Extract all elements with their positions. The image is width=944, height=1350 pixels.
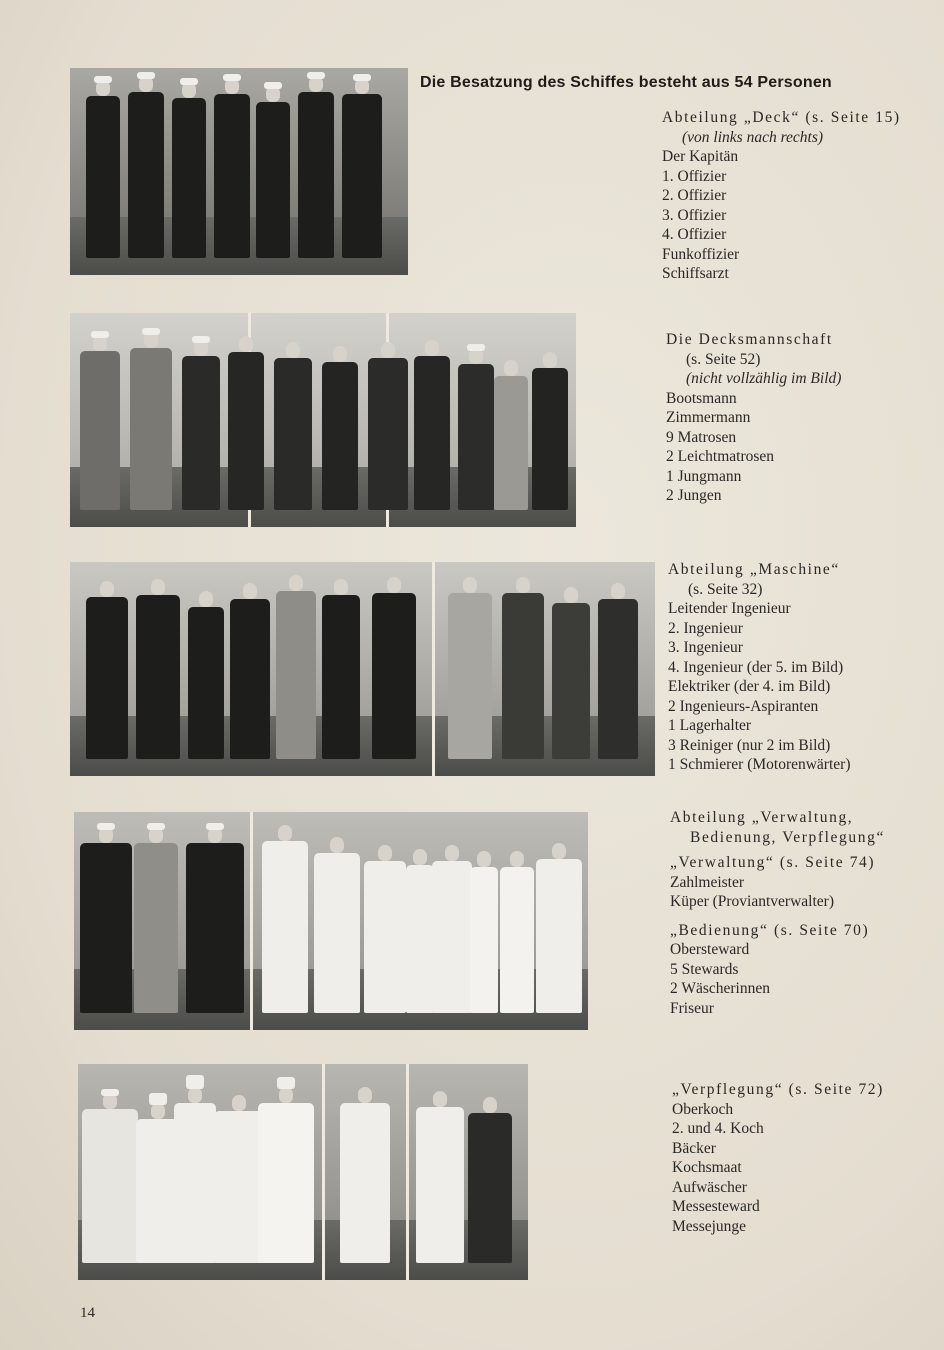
photo-deck-crew (70, 313, 576, 527)
list-item: Zahlmeister (670, 873, 745, 891)
list-item: 2. Offizier (662, 187, 727, 204)
section-title: Bedienung, Verpflegung“ (690, 828, 885, 846)
list-item: Bäcker (672, 1139, 716, 1157)
section-title: Die Decksmannschaft (666, 331, 833, 348)
list-item: Funkoffizier (662, 245, 740, 263)
photo-administration-service (74, 812, 588, 1030)
list-item: 2. und 4. Koch (672, 1120, 764, 1137)
section-verpflegung (672, 1080, 884, 1236)
section-decksmannschaft (666, 330, 841, 506)
section-note: (nicht vollzählig im Bild) (686, 370, 842, 387)
list-item: Kochsmaat (672, 1159, 742, 1176)
list-item: Bootsmann (666, 389, 737, 407)
section-title: Abteilung „Verwaltung, (670, 809, 854, 826)
list-item: 1 Lagerhalter (668, 717, 752, 734)
list-item: Schiffsarzt (662, 265, 729, 282)
section-title: Abteilung „Deck“ (s. Seite 15) (662, 109, 901, 126)
list-item: 1 Jungmann (666, 467, 742, 485)
list-item: 1. Offizier (662, 167, 727, 185)
photo-deck-officers (70, 68, 408, 275)
photo-galley-crew (78, 1064, 528, 1280)
subsection-title: „Bedienung“ (s. Seite 70) (670, 921, 870, 939)
photo-engine-crew (70, 562, 655, 776)
section-ref: (s. Seite 52) (686, 350, 761, 368)
list-item: 2 Wäscherinnen (670, 980, 770, 997)
page-heading: Die Besatzung des Schiffes besteht aus 54 Personen (420, 74, 832, 91)
subsection-title: „Verwaltung“ (s. Seite 74) (670, 854, 876, 871)
list-item: 3. Offizier (662, 206, 727, 224)
list-item: Aufwäscher (672, 1178, 747, 1196)
list-item: Leitender Ingenieur (668, 600, 791, 617)
list-item: Messejunge (672, 1217, 747, 1235)
list-item: 2 Leichtmatrosen (666, 448, 775, 465)
list-item: Oberkoch (672, 1100, 734, 1118)
list-item: Küper (Proviantverwalter) (670, 893, 834, 910)
list-item: Messesteward (672, 1198, 760, 1215)
list-item: 4. Ingenieur (der 5. im Bild) (668, 658, 844, 676)
section-ref: (s. Seite 32) (688, 580, 763, 598)
list-item: Elektriker (der 4. im Bild) (668, 678, 831, 695)
list-item: 3 Reiniger (nur 2 im Bild) (668, 736, 831, 754)
list-item: 2. Ingenieur (668, 619, 743, 637)
section-maschine (668, 560, 850, 775)
page-number: 14 (80, 1305, 95, 1321)
section-note: (von links nach rechts) (682, 128, 824, 146)
list-item: Zimmermann (666, 409, 751, 426)
section-title: „Verpflegung“ (s. Seite 72) (672, 1081, 884, 1098)
list-item: 2 Ingenieurs-Aspiranten (668, 697, 819, 715)
section-verwaltung (670, 808, 885, 1018)
list-item: 5 Stewards (670, 960, 739, 978)
list-item: Friseur (670, 999, 714, 1017)
list-item: 9 Matrosen (666, 428, 737, 446)
section-title: Abteilung „Maschine“ (668, 561, 840, 578)
list-item: 4. Offizier (662, 226, 727, 243)
list-item: Der Kapitän (662, 148, 739, 165)
list-item: 2 Jungen (666, 487, 722, 504)
list-item: Obersteward (670, 941, 750, 958)
section-deck (662, 108, 901, 284)
list-item: 3. Ingenieur (668, 639, 743, 656)
list-item: 1 Schmierer (Motorenwärter) (668, 756, 851, 773)
